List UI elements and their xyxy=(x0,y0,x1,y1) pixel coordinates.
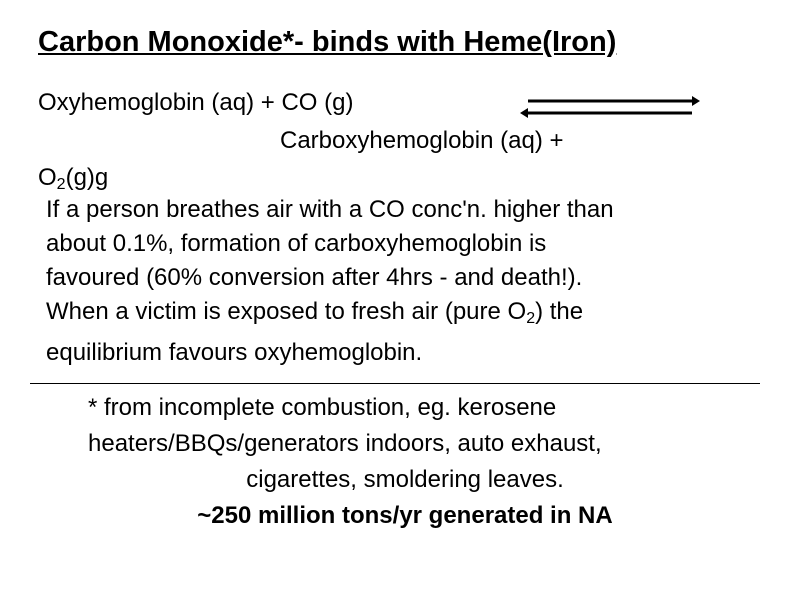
footnote-line: cigarettes, smoldering leaves. xyxy=(246,466,564,493)
paragraph-text: ) the xyxy=(535,298,584,325)
equilibrium-arrows-icon xyxy=(520,92,700,122)
slide-title: Carbon Monoxide*- binds with Heme(Iron) xyxy=(38,26,617,58)
equation-reactants: Oxyhemoglobin (aq) + CO (g) xyxy=(38,89,354,116)
paragraph-line: If a person breathes air with a CO conc'n. higher than xyxy=(46,196,614,223)
equation-products: Carboxyhemoglobin (aq) + xyxy=(280,127,564,154)
footnote xyxy=(60,390,750,534)
footnote-emphasis: ~250 million tons/yr generated in NA xyxy=(197,502,613,529)
explanation-paragraph xyxy=(46,193,776,370)
paragraph-line: favoured (60% conversion after 4hrs - and death!). xyxy=(46,264,583,291)
o2-state: (g)g xyxy=(65,164,109,191)
o2-subscript: 2 xyxy=(526,310,536,327)
footnote-line: * from incomplete combustion, eg. kerosene xyxy=(88,394,557,421)
paragraph-line: equilibrium favours oxyhemoglobin. xyxy=(46,339,423,366)
paragraph-line: about 0.1%, formation of carboxyhemoglobin is xyxy=(46,230,547,257)
divider xyxy=(30,383,760,384)
footnote-line: heaters/BBQs/generators indoors, auto exhaust, xyxy=(88,430,602,457)
paragraph-line xyxy=(46,295,776,336)
paragraph-text: When a victim is exposed to fresh air (pure O xyxy=(46,298,527,325)
o2-base: O xyxy=(38,164,57,191)
o2-subscript: 2 xyxy=(56,176,66,193)
